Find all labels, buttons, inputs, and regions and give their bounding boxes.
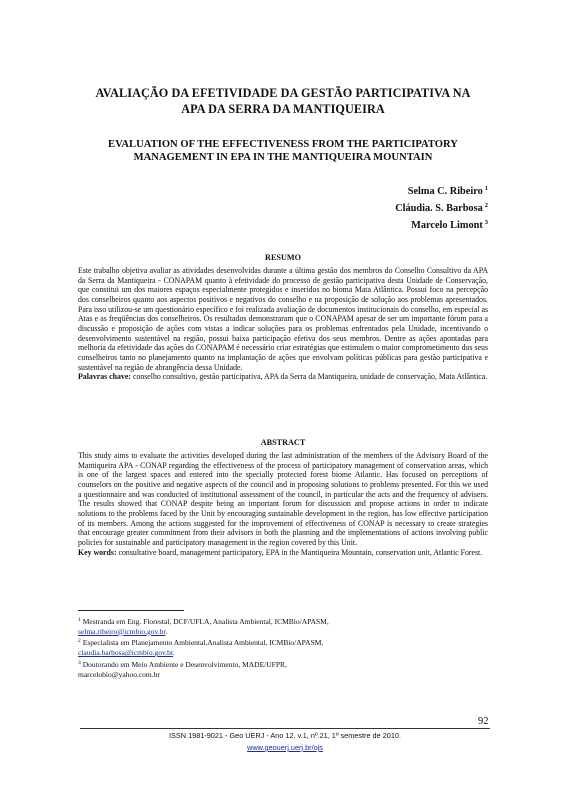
abstract-heading: ABSTRACT bbox=[260, 438, 306, 447]
footnote-text: Mestranda em Eng. Florestal, DCF/UFLA, Analista Ambiental, ICMBio/APASM, bbox=[82, 617, 329, 626]
email-link[interactable]: claudia.barbosa@icmbio.gov.br bbox=[78, 648, 173, 658]
title-portuguese bbox=[70, 86, 496, 117]
keywords-label: Palavras chave: bbox=[78, 372, 131, 382]
footnote-email: marcelobio@yahoo.com.br bbox=[78, 669, 160, 679]
keywords-text: conselho consultivo, gestão participativa, APA da Serra da Mantiqueira, unidade de conservação, Mata Atlântica. bbox=[132, 372, 488, 382]
footnote bbox=[78, 616, 488, 636]
author-list bbox=[395, 182, 488, 233]
author-mark: 1 bbox=[484, 185, 488, 192]
resumo-heading: RESUMO bbox=[265, 253, 301, 262]
abstract-section bbox=[78, 451, 488, 557]
footnote bbox=[78, 637, 488, 657]
author-mark: 3 bbox=[484, 219, 488, 226]
footnote-suffix: . bbox=[172, 648, 175, 658]
page-number: 92 bbox=[478, 716, 489, 727]
footnote-mark: 1 bbox=[78, 617, 81, 623]
resumo-keywords bbox=[78, 372, 488, 382]
footer-issn: ISSN 1981-9021 - Geo UERJ - Ano 12, v.1, nº.21, 1º semestre de 2010. bbox=[169, 731, 401, 740]
author bbox=[395, 182, 488, 199]
abstract-keywords bbox=[78, 548, 488, 558]
title-pt-line-1: AVALIAÇÃO DA EFETIVIDADE DA GESTÃO PARTICIPATIVA NA bbox=[95, 86, 471, 100]
email-link[interactable]: selma.ribeiro@icmbio.gov.br bbox=[78, 626, 166, 636]
abstract-text: This study aims to evaluate the activities developed during the last administration of the members of the Advisory Board of the Mantiqueira APA - CONAP regarding the effectiveness of the process of participatory management of conservation areas, which is one of the largest spaces and entered into the specially protected forest biome Atlantic. Has focused on perceptions of counselors on the positive and negative aspects of the council and in proposing solutions to problems presented. For this we used a questionnaire and was conducted of institutional assessment of the council, in particular the acts and the frequency of advisers. The results showed that CONAP despite being an important forum for discussion and propose actions in order to indicate solutions to the problems faced by the Unit by encouraging sustainable development in the region, has low effective participation of its members. Among the actions suggested for the improvement of effectiveness of CONAP is necessary to create strategies that encourage greater commitment from their advisors in both the planning and the implementations of actions involving public policies for sustainable and participatory management in the region covered by this Unit. bbox=[78, 451, 488, 547]
title-pt-line-2: APA DA SERRA DA MANTIQUEIRA bbox=[181, 101, 385, 116]
title-en-line-2: MANAGEMENT IN EPA IN THE MANTIQUEIRA MOUNTAIN bbox=[133, 152, 433, 164]
author bbox=[395, 199, 488, 216]
resumo-text: Este trabalho objetiva avaliar as atividades desenvolvidas durante a última gestão dos membros do Conselho Consultivo da APA da Serra da Mantiqueira - CONAPAM quanto à efetividade do processo de gestão participativa desta Unidade de Conservação, que constitui um dos maiores espaços especialmente protegidos e inseridos no bioma Mata Atlântica. Possui foco na percepção dos conselheiros quanto aos aspectos positivos e negativos do conselho e na proposição de solução aos problemas apresentados. Para isso utilizou-se um questionário específico e foi realizada avaliação de documentos institucionais do conselho, em especial as Atas e as freqüências dos conselheiros. Os resultados demonstraram que o CONAPAM apesar de ser um importante fórum para a discussão e proposição de ações com vistas a indicar soluções para os problemas enfrentados pela Unidade, incentivando o desenvolvimento sustentável na região, possui baixa participação efetiva dos seus membros. Dentre as ações apontadas para melhoria da efetividade das ações do CONAPAM é necessário criar estratégias que estimulem o maior comprometimento dos seus conselheiros tanto no planejamento quanto na implantação de ações que envolvam políticas públicas para gestão participativa e sustentável na região de abrangência dessa Unidade. bbox=[78, 266, 488, 372]
title-en-line-1: EVALUATION OF THE EFFECTIVENESS FROM THE PARTICIPATORY bbox=[108, 139, 458, 150]
resumo-section bbox=[78, 266, 488, 382]
author-name: Selma C. Ribeiro bbox=[407, 186, 483, 197]
footnotes bbox=[78, 616, 488, 680]
author-name: Cláudia. S. Barbosa bbox=[395, 203, 483, 214]
author-name: Marcelo Limont bbox=[411, 220, 483, 231]
author-mark: 2 bbox=[484, 202, 488, 209]
footnote-rule bbox=[78, 610, 184, 611]
footnote bbox=[78, 659, 488, 679]
footnote-mark: 3 bbox=[78, 659, 81, 666]
title-english bbox=[70, 138, 496, 164]
footer-rule bbox=[80, 728, 490, 729]
footer-site-link[interactable]: www.geouerj.uerj.br/ojs bbox=[247, 743, 323, 752]
keywords-label: Key words: bbox=[78, 547, 117, 557]
footnote-text: Doutorando em Meio Ambiente e Desenvolvimento, MADE/UFPR, bbox=[82, 659, 287, 669]
footnote-text: Especialista em Planejamento Ambiental,Analista Ambiental, ICMBio/APASM, bbox=[82, 638, 324, 648]
author bbox=[395, 216, 488, 233]
footnote-suffix: . bbox=[165, 626, 168, 636]
keywords-text: consultative board, management participatory, EPA in the Mantiqueira Mountain, conservation unit, Atlantic Forest. bbox=[118, 547, 483, 557]
footnote-mark: 2 bbox=[78, 638, 81, 645]
